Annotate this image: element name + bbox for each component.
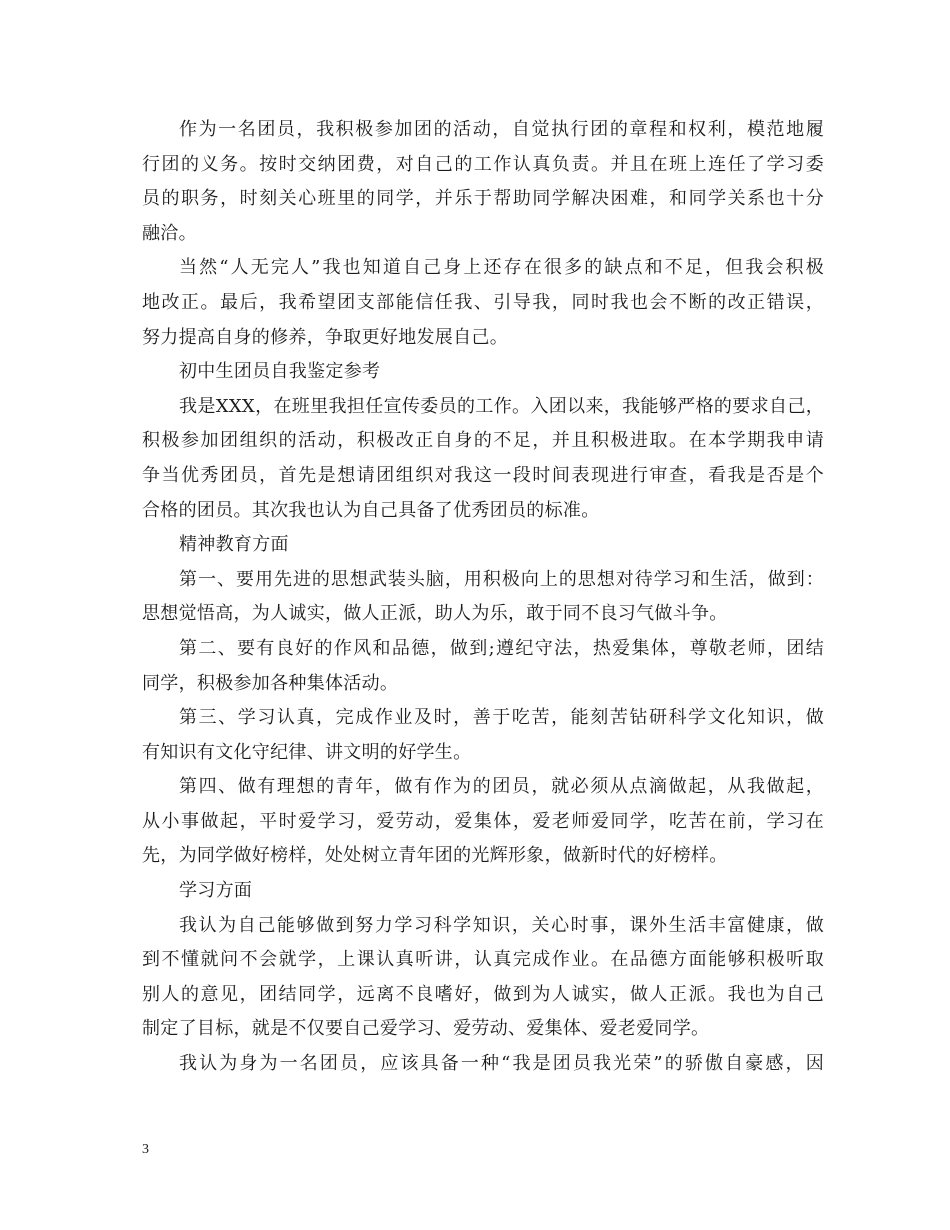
text-line: 先，为同学做好榜样，处处树立青年团的光辉形象，做新时代的好榜样。	[142, 845, 728, 867]
document-body	[142, 113, 824, 1082]
text-line: 我是XXX，在班里我担任宣传委员的工作。入团以来，我能够严格的要求自己，	[179, 395, 824, 417]
text-line: 第三、学习认真，完成作业及时，善于吃苦，能刻苦钻研科学文化知识，做	[179, 707, 824, 729]
text-line: 融洽。	[142, 222, 197, 244]
text-line: 第四、做有理想的青年，做有作为的团员，就必须从点滴做起，从我做起，	[179, 776, 824, 798]
text-line: 精神教育方面	[179, 534, 289, 556]
text-line: 别人的意见，团结同学，远离不良嗜好，做到为人诚实，做人正派。我也为自己	[142, 983, 824, 1005]
text-line: 合格的团员。其次我也认为自己具备了优秀团员的标准。	[142, 499, 600, 521]
page-number: 3	[142, 1142, 149, 1157]
text-line: 员的职务，时刻关心班里的同学，并乐于帮助同学解决困难，和同学关系也十分	[142, 188, 824, 210]
text-line: 从小事做起，平时爱学习，爱劳动，爱集体，爱老师爱同学，吃苦在前，学习在	[142, 810, 824, 832]
text-line: 行团的义务。按时交纳团费，对自己的工作认真负责。并且在班上连任了学习委	[142, 153, 824, 175]
text-line: 第一、要用先进的思想武装头脑，用积极向上的思想对待学习和生活，做到：	[179, 568, 824, 590]
text-line: 思想觉悟高，为人诚实，做人正派，助人为乐，敢于同不良习气做斗争。	[142, 603, 728, 625]
text-line: 初中生团员自我鉴定参考	[179, 361, 381, 383]
text-line: 有知识有文化守纪律、讲文明的好学生。	[142, 741, 472, 763]
text-line: 地改正。最后，我希望团支部能信任我、引导我，同时我也会不断的改正错误，	[142, 291, 824, 313]
text-line: 争当优秀团员，首先是想请团组织对我这一段时间表现进行审查，看我是否是个	[142, 464, 824, 486]
text-line: 我认为自己能够做到努力学习科学知识，关心时事，课外生活丰富健康，做	[179, 914, 824, 936]
text-line: 学习方面	[179, 880, 253, 902]
text-line: 同学，积极参加各种集体活动。	[142, 672, 399, 694]
text-line: 制定了目标，就是不仅要自己爱学习、爱劳动、爱集体、爱老爱同学。	[142, 1018, 710, 1040]
text-line: 作为一名团员，我积极参加团的活动，自觉执行团的章程和权利，模范地履	[179, 119, 824, 140]
text-line: 到不懂就问不会就学，上课认真听讲，认真完成作业。在品德方面能够积极听取	[142, 949, 824, 971]
text-line: 积极参加团组织的活动，积极改正自身的不足，并且积极进取。在本学期我申请	[142, 430, 824, 452]
text-line: 努力提高自身的修养，争取更好地发展自己。	[142, 326, 508, 348]
text-line: 第二、要有良好的作风和品德，做到;遵纪守法，热爱集体，尊敬老师，团结	[179, 637, 824, 659]
text-line: 我认为身为一名团员，应该具备一种“我是团员我光荣”的骄傲自豪感，因	[179, 1053, 824, 1075]
text-line: 当然“人无完人”我也知道自己身上还存在很多的缺点和不足，但我会积极	[179, 257, 824, 279]
